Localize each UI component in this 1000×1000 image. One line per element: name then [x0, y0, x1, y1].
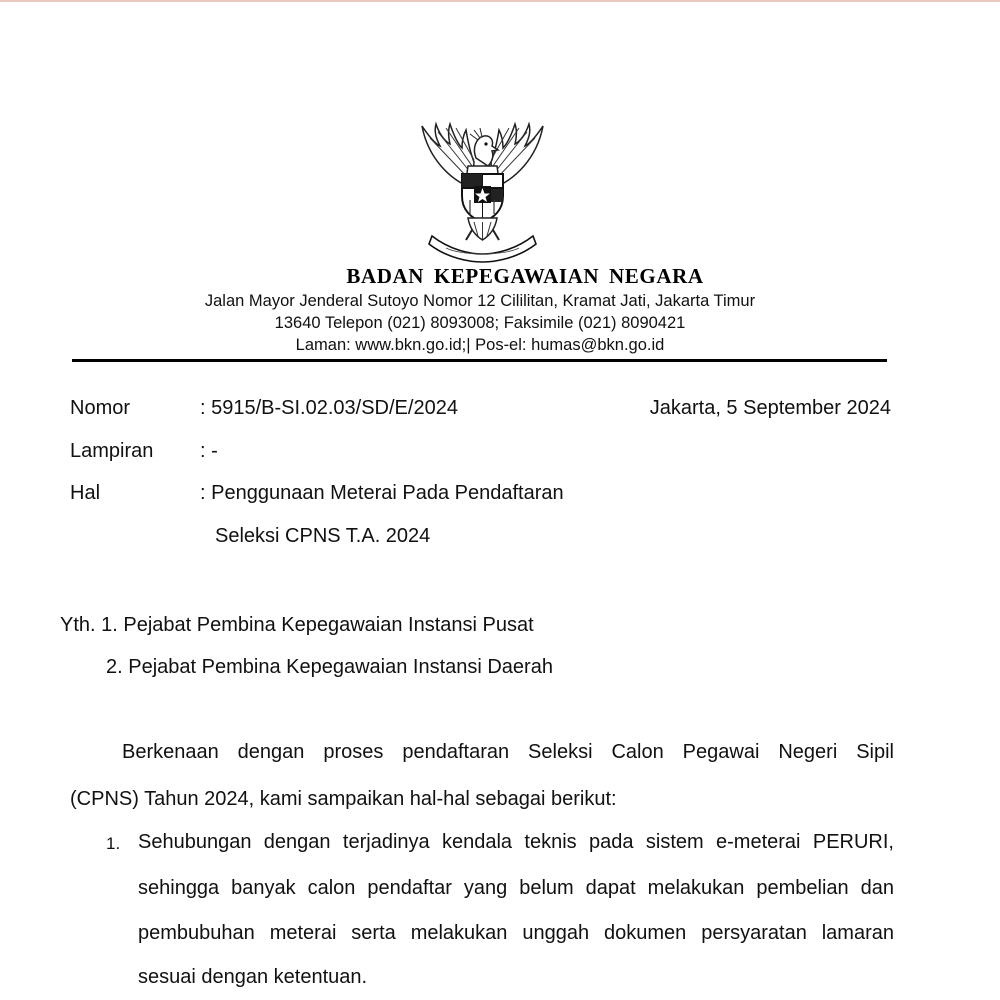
- letterhead-divider: [72, 359, 887, 362]
- nomor-value: : 5915/B-SI.02.03/SD/E/2024: [200, 397, 458, 419]
- hal-value-line-1: : Penggunaan Meterai Pada Pendaftaran: [200, 482, 564, 504]
- garuda-emblem-icon: [410, 118, 555, 268]
- recipient-line-1: Yth. 1. Pejabat Pembina Kepegawaian Instansi Pusat: [60, 614, 534, 636]
- hal-value-line-2: Seleksi CPNS T.A. 2024: [215, 525, 431, 547]
- item-1-line-1: Sehubungan dengan terjadinya kendala teknis pada sistem e-meterai PERURI,: [138, 831, 894, 853]
- item-1-number: 1.: [106, 834, 121, 853]
- recipient-line-2: 2. Pejabat Pembina Kepegawaian Instansi Daerah: [106, 656, 553, 678]
- item-1-line-3: pembubuhan meterai serta melakukan unggah dokumen persyaratan lamaran: [138, 922, 894, 944]
- organization-name: BADAN KEPEGAWAIAN NEGARA: [346, 264, 704, 288]
- address-line-1: Jalan Mayor Jenderal Sutoyo Nomor 12 Cililitan, Kramat Jati, Jakarta Timur: [204, 292, 756, 310]
- hal-label: Hal: [70, 482, 101, 504]
- address-line-3: Laman: www.bkn.go.id;| Pos-el: humas@bkn.go.id: [295, 336, 665, 354]
- letter-date: Jakarta, 5 September 2024: [649, 397, 891, 419]
- intro-line-2: (CPNS) Tahun 2024, kami sampaikan hal-hal sebagai berikut:: [70, 788, 617, 810]
- item-1-line-4: sesuai dengan ketentuan.: [138, 966, 368, 988]
- nomor-label: Nomor: [70, 397, 131, 419]
- intro-line-1: Berkenaan dengan proses pendaftaran Seleksi Calon Pegawai Negeri Sipil: [122, 741, 894, 763]
- lampiran-label: Lampiran: [70, 440, 154, 462]
- lampiran-value: : -: [200, 440, 218, 462]
- address-line-2: 13640 Telepon (021) 8093008; Faksimile (021) 8090421: [274, 314, 686, 332]
- top-edge-line: [0, 0, 1000, 2]
- item-1-line-2: sehingga banyak calon pendaftar yang belum dapat melakukan pembelian dan: [138, 877, 894, 899]
